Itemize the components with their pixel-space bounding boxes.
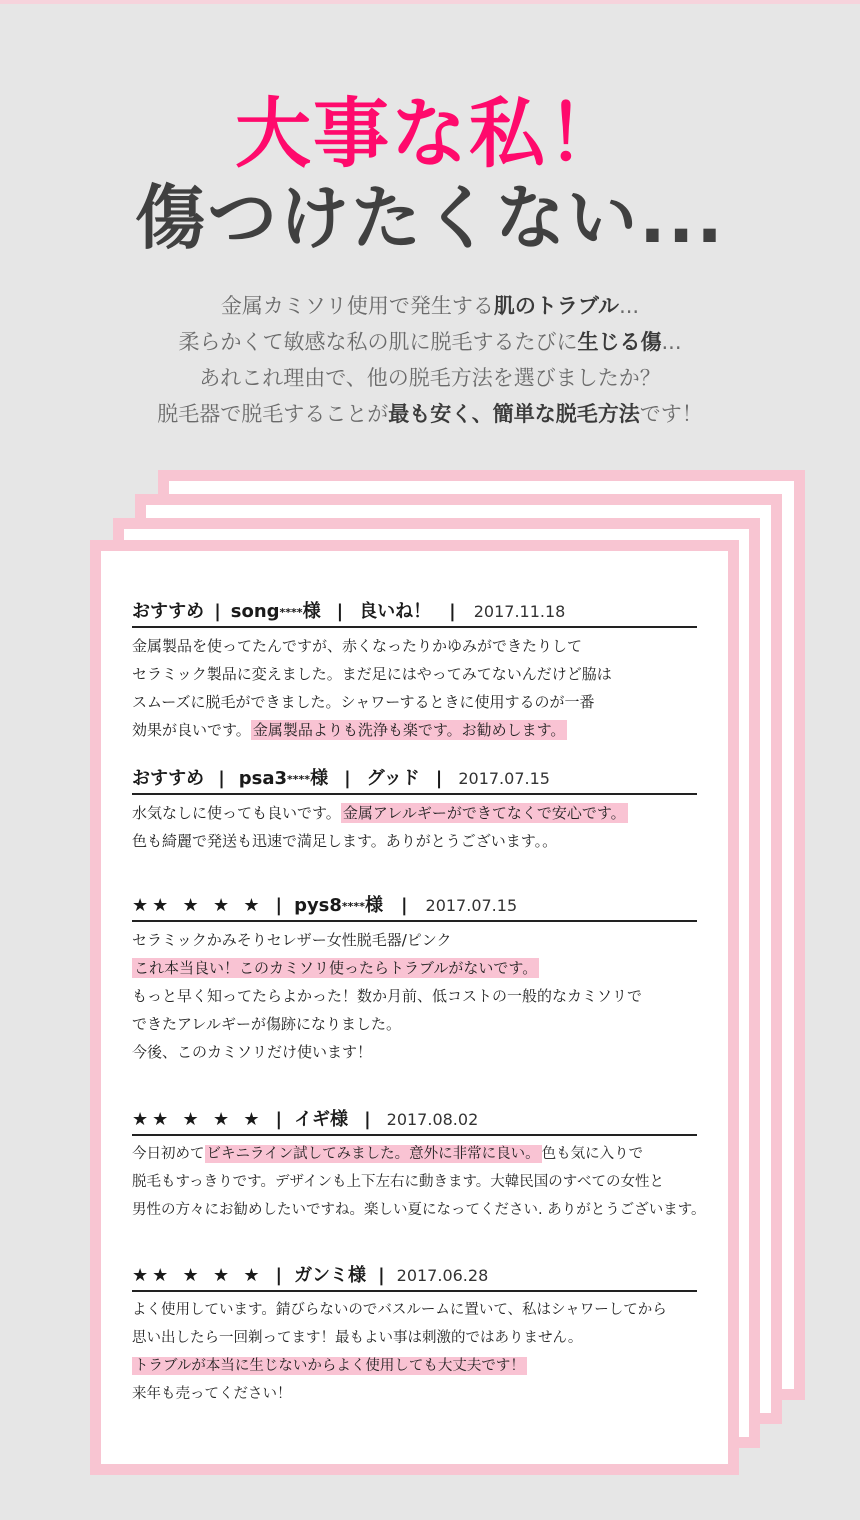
review-highlight: これ本当良い！このカミソリ使ったらトラブルがないです。 — [134, 959, 538, 977]
review-user: psa3 — [238, 768, 288, 789]
review-highlight: 金属製品よりも洗浄も楽です。お勧めします。 — [252, 721, 566, 739]
review-date: 2017.11.18 — [473, 602, 566, 621]
review-stars: ★★ ★ ★ ★ — [132, 1109, 264, 1130]
review-date: 2017.07.15 — [458, 769, 550, 788]
intro-text — [0, 288, 860, 432]
review-user: ガンミ様 — [294, 1265, 367, 1286]
review-item — [132, 1106, 732, 1224]
review-highlight: トラブルが本当に生じないからよく使用しても大丈夫です！ — [134, 1358, 525, 1374]
review-date: 2017.06.28 — [396, 1266, 489, 1285]
review-user: イギ様 — [294, 1109, 349, 1130]
intro-line-3: あれこれ理由で、他の脱毛方法を選びましたか？ — [199, 366, 661, 390]
top-accent-line — [0, 0, 860, 4]
review-body: セラミックかみそりセレザー女性脱毛器/ピンク これ本当良い！このカミソリ使ったらトラブルがないです。 もっと早く知ってたらよかった！数か月前、低コストの一般的なカミソリで できたアレルギーが傷跡になりました。 今後、このカミソリだけ使います！ — [132, 931, 643, 1061]
review-header: おすすめ | psa3****様 | グッド | 2017.07.15 — [132, 765, 697, 795]
review-stars: ★★ ★ ★ ★ — [132, 1265, 264, 1286]
review-highlight: 金属アレルギーができてなくで安心です。 — [342, 804, 626, 822]
review-header: おすすめ | song****様 | 良いね！ | 2017.11.18 — [132, 598, 697, 628]
review-item — [132, 765, 732, 855]
intro-line-1: 金属カミソリ使用で発生する肌のトラブル... — [220, 294, 640, 318]
review-title: 良いね！ — [359, 601, 432, 622]
review-rating: おすすめ — [132, 601, 205, 622]
review-stars: ★★ ★ ★ ★ — [132, 895, 264, 916]
review-item — [132, 1262, 732, 1408]
review-header: ★★ ★ ★ ★ | ガンミ様 | 2017.06.28 — [132, 1262, 697, 1292]
review-date: 2017.08.02 — [386, 1110, 479, 1129]
review-highlight: ビキニライン試してみました。意外に非常に良い。 — [206, 1146, 540, 1162]
intro-line-2: 柔らかくて敏感な私の肌に脱毛するたびに生じる傷... — [178, 330, 682, 354]
review-body: 金属製品を使ってたんですが、赤くなったりかゆみができたりして セラミック製品に変えました。まだ足にはやってみてないんだけど脇は スムーズに脱毛ができました。シャワーするときに使用するのが一番 効果が良いです。 金属製品よりも洗浄も楽です。お勧めします。 — [132, 637, 612, 739]
review-title: グッド — [366, 768, 420, 789]
review-header: ★★ ★ ★ ★ | イギ様 | 2017.08.02 — [132, 1106, 697, 1136]
review-rating: おすすめ — [132, 768, 205, 789]
headline-pink: 大事な私！ — [235, 89, 625, 178]
review-user: pys8 — [294, 895, 342, 916]
review-body: 水気なしに使っても良いです。 金属アレルギーができてなくで安心です。 色も綺麗で発送も迅速で満足します。ありがとうございます。。 — [132, 804, 626, 850]
review-date: 2017.07.15 — [425, 896, 518, 915]
intro-line-4: 脱毛器で脱毛することが最も安く、簡単な脱毛方法です！ — [157, 402, 703, 426]
review-item — [132, 892, 732, 1066]
review-item — [132, 598, 732, 744]
review-header: ★★ ★ ★ ★ | pys8****様 | 2017.07.15 — [132, 892, 697, 922]
headline-gray: 傷つけたくない... — [135, 177, 725, 259]
review-body: 今日初めて ビキニライン試してみました。意外に非常に良い。 色も気に入りで 脱毛もすっきりです。デザインも上下左右に動きます。大韓民国のすべての女性と 男性の方々にお勧めしたいですね。楽しい夏になってください. ありがとうございます。 — [132, 1146, 706, 1218]
review-user: song — [230, 601, 280, 622]
review-body: よく使用しています。錆びらないのでバスルームに置いて、私はシャワーしてから 思い出したら一回剃ってます！最もよい事は刺激的ではありません。 トラブルが本当に生じないからよく使用しても大丈夫です！ 来年も売ってください！ — [132, 1302, 667, 1402]
